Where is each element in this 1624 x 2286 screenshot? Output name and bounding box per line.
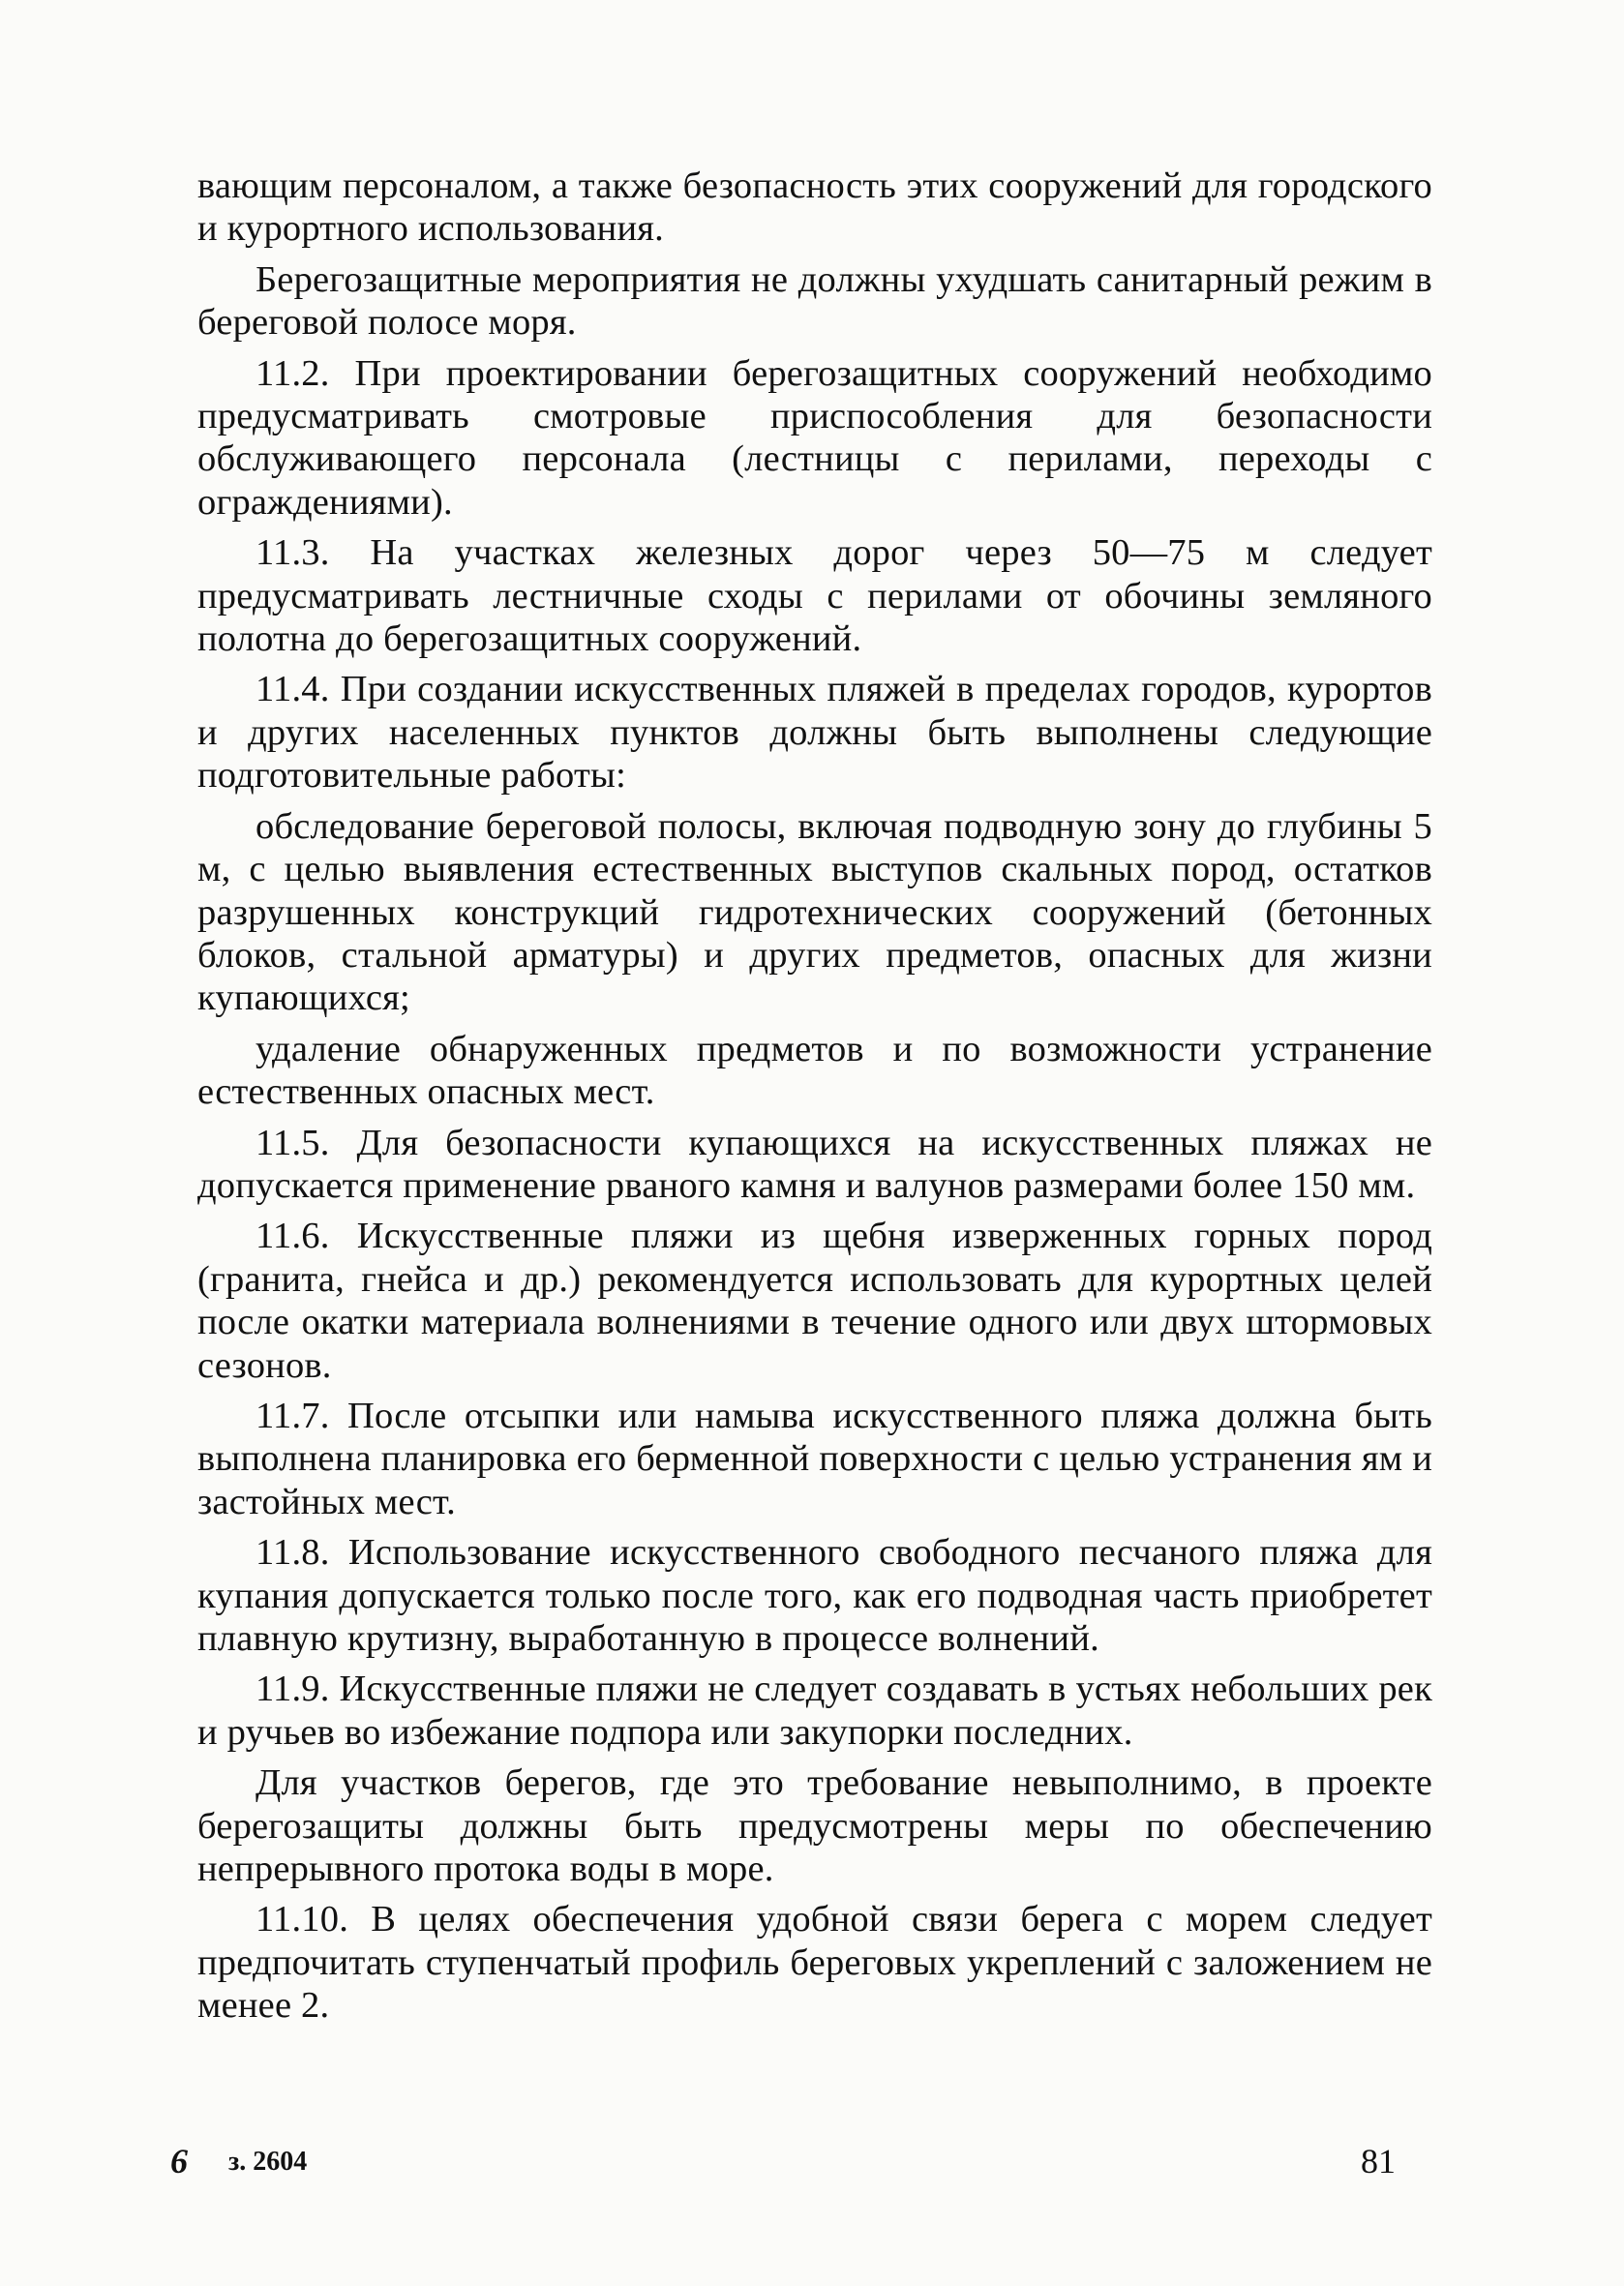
paragraph: вающим персоналом, а также безопасность этих сооружений для городского и курортного использования.	[197, 165, 1432, 250]
page-number: 81	[1361, 2142, 1396, 2181]
paragraph: 11.8. Использование искусственного свободного песчаного пляжа для купания допускается только после того, как его подводная часть приобретет плавную крутизну, выработанную в процессе волнений.	[197, 1532, 1432, 1659]
paragraph: 11.3. На участках железных дорог через 50—75 м следует предусматривать лестничные сходы с перилами от обочины земляного полотна до берегозащитных сооружений.	[197, 532, 1432, 660]
signature-number: 6	[170, 2142, 188, 2181]
paragraph: 11.9. Искусственные пляжи не следует создавать в устьях небольших рек и ручьев во избежание подпора или закупорки последних.	[197, 1669, 1432, 1753]
paragraph: 11.5. Для безопасности купающихся на искусственных пляжах не допускается применение рваного камня и валунов размерами более 150 мм.	[197, 1122, 1432, 1206]
paragraph: 11.4. При создании искусственных пляжей в пределах городов, курортов и других населенных пунктов должны быть выполнены следующие подготовительные работы:	[197, 669, 1432, 797]
paragraph: 11.6. Искусственные пляжи из щебня изверженных горных пород (гранита, гнейса и др.) рекомендуется использовать для курортных целей после окатки материала волнениями в течение одного или двух штормовых сезонов.	[197, 1216, 1432, 1386]
paragraph: удаление обнаруженных предметов и по возможности устранение естественных опасных мест.	[197, 1028, 1432, 1113]
page-footer	[170, 2141, 1405, 2187]
page-body	[197, 165, 1432, 2035]
paragraph: 11.2. При проектировании берегозащитных сооружений необходимо предусматривать смотровые приспособления для безопасности обслуживающего персонала (лестницы с перилами, переходы с ограждениями).	[197, 352, 1432, 523]
paragraph: 11.7. После отсыпки или намыва искусственного пляжа должна быть выполнена планировка его берменной поверхности с целью устранения ям и застойных мест.	[197, 1395, 1432, 1522]
paragraph: обследование береговой полосы, включая подводную зону до глубины 5 м, с целью выявления естественных выступов скальных пород, остатков разрушенных конструкций гидротехнических сооружений (бетонных блоков, стальной арматуры) и других предметов, опасных для жизни купающихся;	[197, 805, 1432, 1019]
paragraph: 11.10. В целях обеспечения удобной связи берега с морем следует предпочитать ступенчатый профиль береговых укреплений с заложением не менее 2.	[197, 1899, 1432, 2027]
paragraph: Для участков берегов, где это требование невыполнимо, в проекте берегозащиты должны быть предусмотрены меры по обеспечению непрерывного протока воды в море.	[197, 1762, 1432, 1890]
paragraph: Берегозащитные мероприятия не должны ухудшать санитарный режим в береговой полосе моря.	[197, 258, 1432, 344]
signature-code: з. 2604	[228, 2147, 308, 2177]
